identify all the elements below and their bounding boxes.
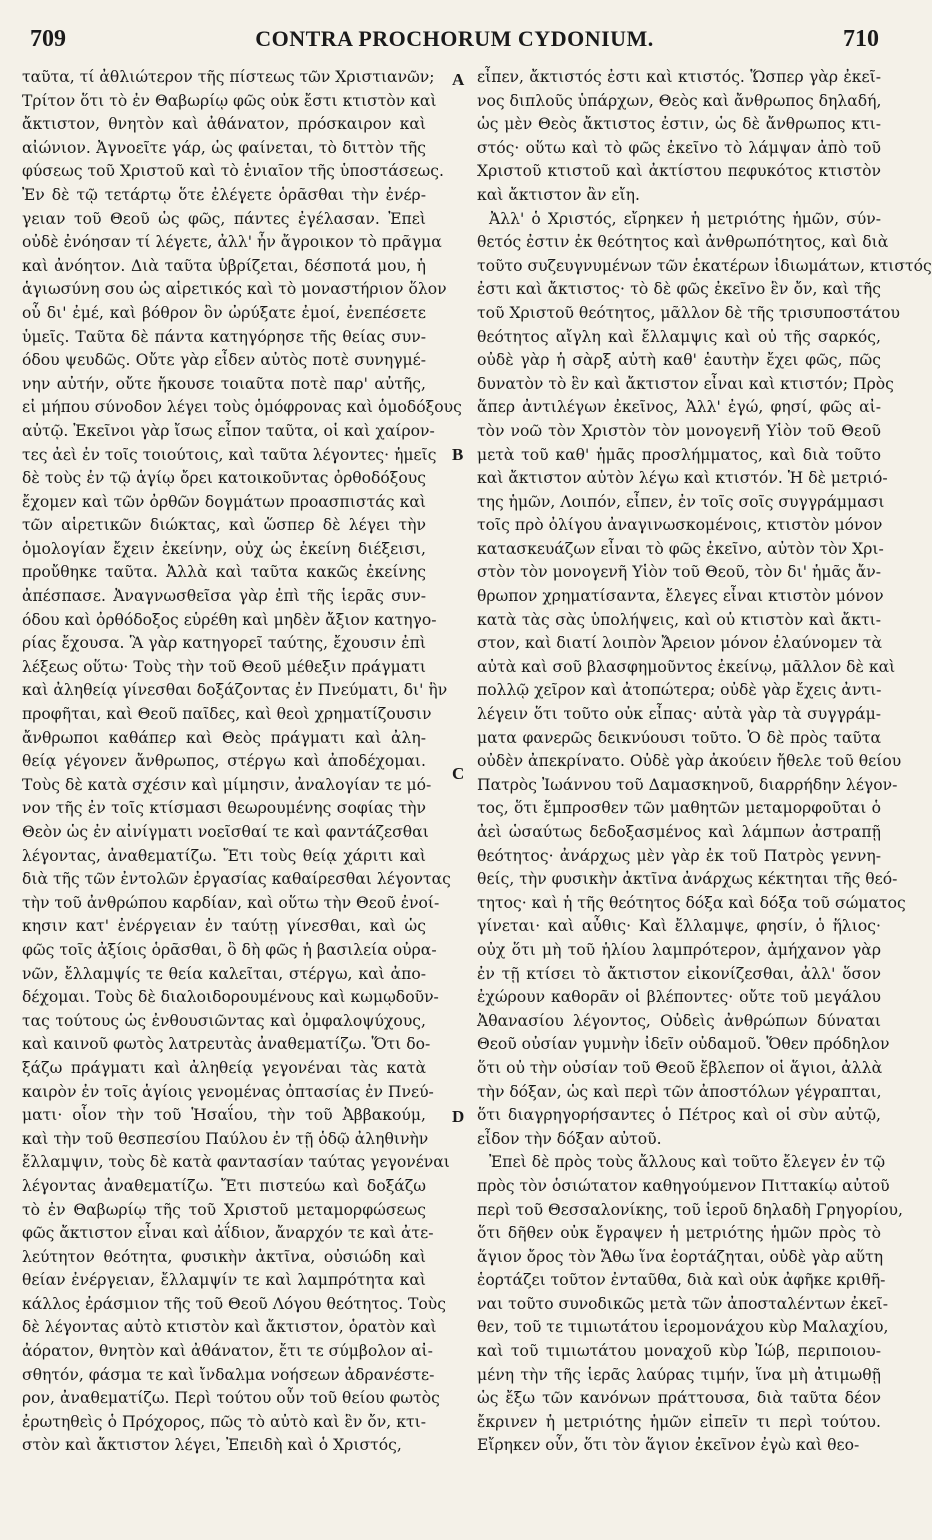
running-title: CONTRA PROCHORUM CYDONIUM. (255, 26, 654, 51)
text-line: γίνεται· καὶ αὖθις· Καὶ ἔλλαμψε, φησίν, ὁ ἥλιος· (477, 917, 881, 936)
text-line: ἄνθρωποι καθάπερ καὶ Θεὸς πράγματι καὶ ἀλη- (22, 728, 426, 747)
text-line: ναι τοῦτο συνοδικῶς μετὰ τῶν ἀποσταλέντων ἐκεῖ- (477, 1294, 889, 1313)
text-line: σθητόν, φάσμα τε καὶ ἴνδαλμα νοήσεων ἀδρανέστε- (22, 1365, 435, 1384)
text-line: της ἡμῶν, Λοιπόν, εἶπεν, ἐν τοῖς σοῖς συγγράμμασι (477, 492, 885, 511)
text-line: ἐν τῇ κτίσει τὸ ἄκτιστον εἰκονίζεσθαι, ἀλλ' ὅσον (477, 964, 881, 983)
text-line: ἀόρατον, θνητὸν καὶ ἀθάνατον, ἔτι τε σύμβολον αἰ- (22, 1342, 433, 1361)
text-line: ὑμεῖς. Ταῦτα δὲ πάντα κατηγόρησε τῆς θείας συν- (22, 327, 426, 346)
text-line: ὅτι διαγρηγορήσαντες ὁ Πέτρος καὶ οἱ σὺν αὐτῷ, (477, 1106, 881, 1125)
text-line: Τρίτον ὅτι τὸ ἐν Θαβωρίῳ φῶς οὐκ ἔστι κτιστὸν καὶ (22, 91, 437, 110)
text-line: προφῆται, καὶ Θεοῦ παῖδες, καὶ θεοὶ χρηματίζουσιν (22, 705, 432, 724)
text-line: θείαν ἐνέργειαν, ἔλλαμψίν τε καὶ λαμπρότητα καὶ (22, 1271, 426, 1290)
text-line: ξάζω πράγματι καὶ ἀληθείᾳ γεγονέναι τὰς κατὰ (22, 1058, 426, 1077)
text-line: λέγοντας ἀναθεματίζω. Ἔτι πιστεύω καὶ δοξάζω (22, 1176, 426, 1195)
text-line: κατὰ τὰς σὰς ὑπολήψεις, καὶ οὐ κτιστὸν καὶ ἄκτι- (477, 610, 881, 629)
text-line: στὸν τὸν μονογενῆ Υἱὸν τοῦ Θεοῦ, τὸν δι' ἡμᾶς ἄν- (477, 563, 881, 582)
text-line: λεύτητον θεότητα, φυσικὴν ἀκτῖνα, οὐσιώδη καὶ (22, 1247, 426, 1266)
text-line: ἐχώρουν καθορᾶν οἱ βλέποντες· οὔτε τοῦ μεγάλου (477, 988, 881, 1007)
text-line: τες ἀεὶ ἐν τοῖς τοιούτοις, καὶ ταῦτα λέγοντες· ἡμεῖς (22, 445, 437, 464)
text-line: στός· οὕτω καὶ τὸ φῶς ἐκεῖνο τὸ λάμψαν ἀπὸ τοῦ (477, 138, 881, 157)
right-page-number: 710 (843, 26, 879, 52)
text-line: καὶ καινοῦ φωτὸς λατρευτὰς ἀναθεματίζω. Ὅτι δο- (22, 1035, 431, 1054)
text-line: τὸν νοῶ τὸν Χριστὸν τὸν μονογενῆ Υἱὸν τοῦ Θεοῦ (477, 421, 881, 440)
text-line: ἔλλαμψιν, τοὺς δὲ κατὰ φαντασίαν ταύτας γεγονέναι (22, 1153, 450, 1172)
text-line: τοῦτο συζευγνυμένων τῶν ἑκατέρων ἰδιωμάτων, κτιστός (477, 256, 932, 275)
text-line: ἐρωτηθεὶς ὁ Πρόχορος, πῶς τὸ αὐτὸ καὶ ἓν ὄν, κτι- (22, 1412, 426, 1431)
text-line: Χριστοῦ κτιστοῦ καὶ ἀκτίστου πεφυκότος κτιστὸν (477, 162, 881, 181)
text-line: νον τῆς ἐν τοῖς κτίσμασι θεωρουμένης σοφίας τὴν (22, 799, 426, 818)
text-line: καὶ τοῦ τιμιωτάτου μοναχοῦ κὺρ Ἰώβ, περιποιου- (477, 1342, 881, 1361)
right-column (477, 66, 932, 1458)
text-line: αἰώνιον. Ἀγνοεῖτε γάρ, ὡς φαίνεται, τὸ διττὸν τῆς (22, 138, 426, 157)
text-line: όδου καὶ ὀρθόδοξος εὑρέθη καὶ μηδὲν ἄξιον κατηγο- (22, 610, 437, 629)
left-column (22, 66, 462, 1458)
text-line: νος διπλοῦς ὑπάρχων, Θεὸς καὶ ἄνθρωπος δηλαδή, (477, 91, 882, 110)
text-line: στον, καὶ διατί λοιπὸν Ἄρειον μόνον ἐλαύνομεν τὰ (477, 634, 882, 653)
text-line: εἶπεν, ἄκτιστός ἐστι καὶ κτιστός. Ὥσπερ γὰρ ἐκεῖ- (477, 68, 881, 86)
text-line: λέγοντας, ἀναθεματίζω. Ἔτι τοὺς θείᾳ χάριτι καὶ (22, 846, 426, 865)
text-line: ἅπερ ἀντιλέγων ἐκεῖνος, Ἀλλ' ἐγώ, φησί, φῶς αἰ- (477, 398, 881, 417)
text-line: ἄκτιστον, θνητὸν καὶ ἀθάνατον, πρόσκαιρον καὶ (22, 115, 426, 134)
text-line: καὶ ἀληθείᾳ γίνεσθαι δοξάζοντας ἐν Πνεύματι, δι' ἣν (22, 681, 448, 700)
text-line: θεν, τοῦ τε τιμιωτάτου ἱερομονάχου κὺρ Μαλαχίου, (477, 1318, 889, 1337)
text-line: θεότητος· ἀνάρχως μὲν γὰρ ἐκ τοῦ Πατρὸς γεννη- (477, 846, 881, 865)
text-line: τοῖς πρὸ ὀλίγου ἀναγινωσκομένοις, κτιστὸν μόνον (477, 516, 883, 535)
text-line: δὲ λέγοντας αὐτὸ κτιστὸν καὶ ἄκτιστον, ὁρατὸν καὶ (22, 1318, 437, 1337)
text-line: προὔθηκε ταῦτα. Ἀλλὰ καὶ ταῦτα κακῶς ἐκείνης (22, 563, 426, 582)
text-line: στὸν καὶ ἄκτιστον λέγει, Ἐπειδὴ καὶ ὁ Χριστός, (22, 1436, 402, 1455)
text-line: κησιν κατ' ἐνέργειαν ἐν ταύτῃ γίνεσθαι, καὶ ὡς (22, 917, 426, 936)
text-line: αὐτὰ καὶ σοῦ βλασφημοῦντος ἐκείνῳ, μᾶλλον δὲ καὶ (477, 657, 896, 676)
text-line: ἑορτάζει τοῦτον ἐνταῦθα, διὰ καὶ οὐκ ἀφῆκε κριθῆ- (477, 1271, 886, 1290)
text-line: ἔχομεν καὶ τῶν ὀρθῶν δογμάτων προασπιστάς καὶ (22, 492, 426, 511)
text-line: κατασκευάζων εἶναι τὸ φῶς ἐκεῖνο, αὐτὸν τὸν Χρι- (477, 539, 884, 558)
text-line: ρον, ἀναθεματίζω. Περὶ τούτου οὖν τοῦ θείου φωτὸς (22, 1389, 440, 1408)
text-line: ματι· οἷον τὴν τοῦ Ἡσαΐου, τὴν τοῦ Ἀββακούμ, (22, 1106, 426, 1125)
text-line: ματα φανερῶς δεικνύουσι τοῦτο. Ὁ δὲ πρὸς ταῦτα (477, 728, 881, 747)
text-line: Θεοῦ οὐσίαν γυμνὴν ἰδεῖν οὐδαμοῦ. Ὅθεν πρόδηλον (477, 1035, 890, 1054)
text-line: όδου ψευδῶς. Οὔτε γὰρ εἶδεν αὐτὸς ποτὲ συνηγμέ- (22, 351, 426, 370)
text-line: φύσεως τοῦ Χριστοῦ καὶ τὸ ἑνιαῖον τῆς ὑποστάσεως. (22, 162, 444, 181)
text-line: τὸ ἐν Θαβωρίῳ τῆς τοῦ Χριστοῦ μεταμορφώσεως (22, 1200, 426, 1219)
text-line: καὶ ἄκτιστον αὐτὸν λέγω καὶ κτιστόν. Ἡ δὲ μετριό- (477, 469, 888, 488)
text-line: καὶ ἀνόητον. Διὰ ταῦτα ὑβρίζεται, δέσποτά μου, ἡ (22, 256, 426, 275)
text-line: φῶς ἄκτιστον εἶναι καὶ ἀΐδιον, ἄναρχόν τε καὶ ἀτε- (22, 1224, 434, 1243)
text-line: Ἀθανασίου λέγοντος, Οὐδεὶς ἀνθρώπων δύναται (477, 1011, 881, 1030)
text-line: ὁμολογίαν ἔχειν ἐκείνην, οὐχ ὡς ἐκείνη διέξεισι, (22, 539, 426, 558)
text-line: πολλῷ χεῖρον καὶ ἀτοπώτερα; οὐδὲ γὰρ ἔχεις ἀντι- (477, 681, 882, 700)
left-page-number: 709 (30, 26, 66, 52)
text-line: Εἴρηκεν οὖν, ὅτι τὸν ἅγιον ἐκεῖνον ἐγὼ καὶ θεο- (477, 1436, 860, 1455)
text-line: λέξεως οὕτω· Τοὺς τὴν τοῦ Θεοῦ μέθεξιν πράγματι (22, 657, 426, 676)
text-line: θεότητος αἴγλη καὶ ἔλλαμψις καὶ οὐ τῆς σαρκός, (477, 327, 881, 346)
text-line: οὐχ ὅτι μὴ τοῦ ἡλίου λαμπρότερον, ἀμήχανον γὰρ (477, 940, 881, 959)
text-line: δέχομαι. Τοὺς δὲ διαλοιδορουμένους καὶ κωμῳδοῦν- (22, 988, 439, 1007)
text-line: ἐστι καὶ ἄκτιστος· τὸ δὲ φῶς ἐκεῖνο ἓν ὄν, καὶ τῆς (477, 280, 881, 299)
text-line: τῶν αἱρετικῶν διώκτας, καὶ ὥσπερ δὲ λέγει τὴν (22, 516, 426, 535)
text-line: δὲ τοὺς ἐν τῷ ἁγίῳ ὄρει κατοικοῦντας ὀρθοδόξους (22, 469, 426, 488)
text-line: ἀπέσπασε. Ἀναγνωσθεῖσα γὰρ ἐπὶ τῆς ἱερᾶς συν- (22, 587, 426, 606)
running-header (30, 26, 879, 60)
text-line: ρίας ἔχουσα. Ἃ γὰρ κατηγορεῖ ταύτης, ἔχουσιν ἐπὶ (22, 634, 426, 653)
text-line: τητος· καὶ ἡ τῆς θεότητος δόξα καὶ δόξα τοῦ σώματος (477, 893, 906, 912)
text-line: θείς, τὴν φυσικὴν ἀκτῖνα ἀνάρχως κέκτηται τῆς θεό- (477, 870, 898, 889)
text-line: Τοὺς δὲ κατὰ σχέσιν καὶ μίμησιν, ἀναλογίαν τε μό- (22, 775, 432, 794)
text-line: ἀεὶ ὡσαύτως δεδοξασμένος καὶ λάμπων ἀστραπῇ (477, 823, 881, 841)
text-line: περὶ τοῦ Θεσσαλονίκης, τοῦ ἱεροῦ δηλαδὴ Γρηγορίου, (477, 1200, 903, 1219)
text-line: αὐτῷ. Ἐκεῖνοι γὰρ ἴσως εἶπον ταῦτα, οἱ καὶ χαίρον- (22, 421, 435, 440)
text-line: Θεὸν ὡς ἐν αἰνίγματι νοεῖσθαί τε καὶ φαντάζεσθαι (22, 823, 429, 841)
text-line: νῶν, ἔλλαμψίς τε θεία καλεῖται, στέργω, καὶ ἀπο- (22, 964, 426, 983)
text-line: εἰ μήπου σύνοδον λέγει τοὺς ὁμόφρονας καὶ ὁμοδόξους (22, 398, 462, 417)
text-line: ὅτι δῆθεν οὐκ ἔγραψεν ἡ μετριότης ἡμῶν πρὸς τὸ (477, 1224, 881, 1243)
text-line: νην αὐτήν, οὔτε ἤκουσε τοιαῦτα ποτὲ παρ' αὐτῆς, (22, 374, 426, 393)
text-line: οὐδὲν ἀπεκρίνατο. Οὐδὲ γὰρ ἀκούειν ἤθελε τοῦ θείου (477, 752, 902, 771)
text-line: θείᾳ γέγονεν ἄνθρωπος, στέργω καὶ ἀποδέχομαι. (22, 752, 426, 771)
text-line: καὶ ἄκτιστον ἂν εἴη. (477, 185, 640, 204)
text-line: φῶς τοῖς ἀξίοις ὁρᾶσθαι, ὃ δὴ φῶς ἡ βασιλεία οὐρα- (22, 940, 437, 959)
text-line: τὴν δόξαν, ὡς καὶ περὶ τῶν ἀποστόλων γέγραπται, (477, 1082, 882, 1101)
text-line: ἁγιωσύνη σου ὡς αἱρετικός καὶ τὸ μοναστήριον ὅλον (22, 280, 447, 299)
text-line: εἶδον τὴν δόξαν αὐτοῦ. (477, 1129, 662, 1148)
text-line: μετὰ τοῦ καθ' ἡμᾶς προσλήμματος, καὶ διὰ τοῦτο (477, 445, 881, 464)
text-line: οὐδὲ γὰρ ἡ σὰρξ αὐτὴ καθ' ἑαυτὴν ἔχει φῶς, πῶς (477, 351, 881, 370)
text-line: τὴν τοῦ ἀνθρώπου καρδίαν, καὶ οὕτω τὴν Θεοῦ ἐνοί- (22, 893, 440, 912)
text-line: καιρὸν ἐν τοῖς ἁγίοις γενομένας ὀπτασίας ἐν Πνεύ- (22, 1082, 434, 1101)
text-line: ὅτι οὐ τὴν οὐσίαν τοῦ Θεοῦ ἔβλεπον οἱ ἅγιοι, ἀλλὰ (477, 1058, 883, 1077)
text-line: Ἀλλ' ὁ Χριστός, εἴρηκεν ἡ μετριότης ἡμῶν, σύν- (489, 209, 881, 228)
text-line: ἔκρινεν ἡ μετριότης ἡμῶν εἰπεῖν τι περὶ τούτου. (477, 1412, 881, 1431)
text-line: γειαν τοῦ Θεοῦ ὡς φῶς, πάντες ἐγέλασαν. Ἐπεὶ (22, 209, 426, 228)
text-line: ὡς μὲν Θεὸς ἄκτιστος ἐστιν, ὡς δὲ ἄνθρωπος κτι- (477, 115, 881, 134)
text-line: μένη τὴν τῆς ἱερᾶς λαύρας τιμήν, ἵνα μὴ ἀτιμωθῇ (477, 1365, 881, 1384)
text-line: τας τούτους ὡς ἐνθουσιῶντας καὶ ὀμφαλοψύχους, (22, 1011, 426, 1030)
margin-marker-d: D (452, 1107, 465, 1126)
text-line: τοῦ Χριστοῦ θεότητος, μᾶλλον δὲ τῆς τρισυποστάτου (477, 303, 901, 322)
text-line: κάλλος ἐράσμιον τῆς τοῦ Θεοῦ Λόγου θεότητος. Τοὺς (22, 1294, 446, 1313)
text-line: ταῦτα, τί ἀθλιώτερον τῆς πίστεως τῶν Χριστιανῶν; (22, 68, 435, 86)
text-line: ὡς ἔξω τῶν κανόνων πράττουσα, διὰ ταῦτα δέον (477, 1389, 881, 1408)
text-line: ἅγιον ὄρος τὸν Ἄθω ἵνα ἑορτάζηται, οὐδὲ γὰρ αὕτη (477, 1247, 884, 1266)
text-line: δυνατὸν τὸ ἓν καὶ ἄκτιστον εἶναι καὶ κτιστόν; Πρὸς (477, 374, 894, 393)
text-line: Πατρὸς Ἰωάννου τοῦ Δαμασκηνοῦ, διαρρήδην λέγον- (477, 775, 898, 794)
text-line: διὰ τῆς τῶν ἐντολῶν ἐργασίας καθαίρεσθαι λέγοντας (22, 870, 451, 889)
text-line: πρὸς τὸν ὁσιώτατον καθηγούμενον Πιττακίῳ αὐτοῦ (477, 1176, 890, 1195)
margin-marker-c: C (452, 764, 465, 783)
text-line: τος, ὅτι ἔμπροσθεν τῶν μαθητῶν μεταμορφοῦται ὁ (477, 799, 881, 818)
text-line: Ἐν δὲ τῷ τετάρτῳ ὅτε ἐλέγετε ὁρᾶσθαι τὴν ἐνέρ- (22, 185, 426, 204)
text-line: θετός ἐστιν ἐκ θεότητος καὶ ἀνθρωπότητος, καὶ διὰ (477, 233, 889, 252)
margin-marker-b: B (452, 445, 464, 464)
text-line: λέγειν ὅτι τοῦτο οὐκ εἶπας· αὐτὰ γὰρ τὰ συγγράμ- (477, 705, 881, 724)
margin-marker-a: A (452, 70, 465, 89)
text-line: θρωπον χρηματίσαντα, ἔλεγες εἶναι κτιστὸν μόνον (477, 587, 884, 606)
text-line: καὶ τὴν τοῦ θεσπεσίου Παύλου ἐν τῇ ὁδῷ ἀληθινὴν (22, 1129, 429, 1148)
text-line: οὐδὲ ἐνόησαν τί λέγετε, ἀλλ' ἦν ἄγροικον τὸ πρᾶγμα (22, 233, 442, 252)
text-line: οὗ δι' ἐμέ, καὶ βόθρον ὃν ὠρύξατε ἐμοί, ἐνεπέσετε (22, 303, 426, 322)
text-line: Ἐπεὶ δὲ πρὸς τοὺς ἄλλους καὶ τοῦτο ἔλεγεν ἐν τῷ (489, 1153, 886, 1172)
